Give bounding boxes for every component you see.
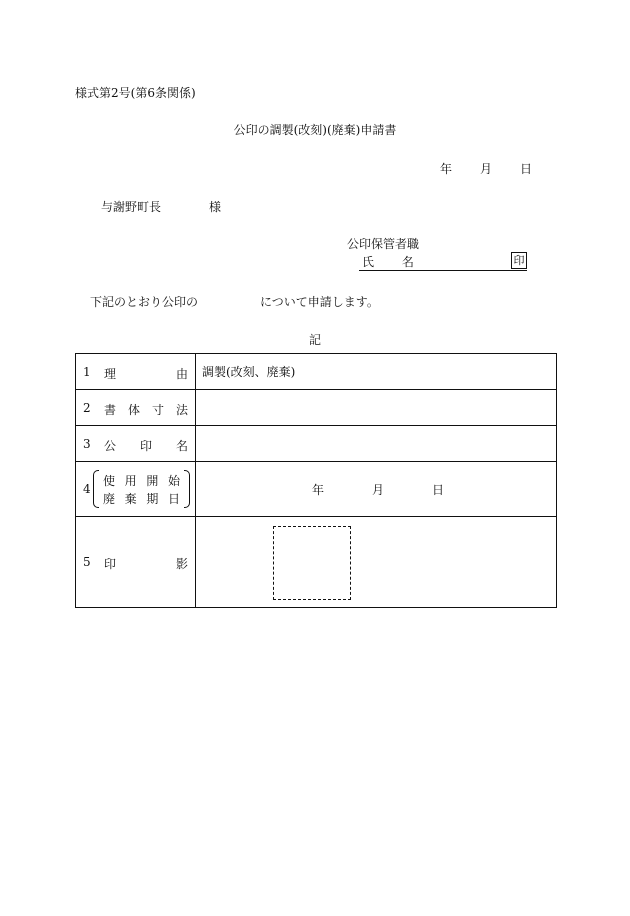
addressee-suffix: 様 xyxy=(209,200,222,214)
row-number: 2 xyxy=(83,401,91,415)
reason-label xyxy=(104,365,188,382)
label-char: 公 xyxy=(104,439,117,453)
reason-value-cell[interactable] xyxy=(196,354,557,390)
label-char: 法 xyxy=(175,403,188,417)
name-label: 氏 名 xyxy=(362,255,426,269)
label-char: 印 xyxy=(139,439,152,453)
form-number: 様式第2号(第6条関係) xyxy=(75,86,196,100)
label-char: 寸 xyxy=(151,403,164,417)
seal-name-label-cell xyxy=(76,426,196,462)
statement-after: について申請します。 xyxy=(260,295,379,309)
label-char: 日 xyxy=(167,492,180,506)
reason-label-cell xyxy=(76,354,196,390)
disposal-date-label xyxy=(103,490,180,507)
seal-name-label xyxy=(104,437,188,454)
start-date-label xyxy=(103,472,180,489)
label-char: 体 xyxy=(127,403,140,417)
addressee xyxy=(101,198,221,215)
table-row-dates xyxy=(76,462,557,517)
statement-before: 下記のとおり公印の xyxy=(90,295,199,309)
right-bracket xyxy=(184,470,190,508)
date-year-label: 年 xyxy=(440,162,453,176)
row-number: 5 xyxy=(83,555,91,569)
applicant-role: 公印保管者職 xyxy=(347,237,420,251)
row-number: 4 xyxy=(83,482,91,496)
dates-value-cell[interactable] xyxy=(196,462,557,517)
document-title: 公印の調製(改刻)(廃棄)申請書 xyxy=(233,123,397,137)
reason-value: 調製(改刻、廃棄) xyxy=(202,365,296,379)
row-number: 1 xyxy=(83,365,91,379)
label-char: 廃 xyxy=(103,492,116,506)
label-char: 書 xyxy=(104,403,117,417)
label-char: 期 xyxy=(146,492,159,506)
date-day-label: 日 xyxy=(520,162,533,176)
label-char: 使 xyxy=(103,474,116,488)
seal-impression-box[interactable] xyxy=(273,526,351,600)
label-char: 用 xyxy=(124,474,137,488)
label-char: 名 xyxy=(175,439,188,453)
seal-name-value-cell[interactable] xyxy=(196,426,557,462)
table-row-seal-name xyxy=(76,426,557,462)
reason-label-char: 由 xyxy=(175,367,188,381)
application-date xyxy=(440,160,532,177)
application-table xyxy=(75,353,557,608)
dates-label-cell xyxy=(76,462,196,517)
statement xyxy=(90,293,379,310)
applicant-name-field[interactable] xyxy=(359,253,527,271)
typeface-value-cell[interactable] xyxy=(196,390,557,426)
reason-label-char: 理 xyxy=(104,367,117,381)
seal-impression-label-cell xyxy=(76,517,196,608)
label-char: 棄 xyxy=(124,492,137,506)
addressee-name: 与謝野町長 xyxy=(101,200,162,214)
seal-mark: 印 xyxy=(511,252,527,269)
row4-year-label: 年 xyxy=(312,483,325,497)
typeface-label-cell xyxy=(76,390,196,426)
row4-day-label: 日 xyxy=(432,483,445,497)
label-char: 開 xyxy=(146,474,159,488)
dates-bracket xyxy=(93,470,190,508)
left-bracket xyxy=(93,470,99,508)
seal-impression-cell xyxy=(196,517,557,608)
row-number: 3 xyxy=(83,437,91,451)
label-char: 影 xyxy=(175,557,188,571)
label-char: 印 xyxy=(104,557,117,571)
typeface-label xyxy=(104,401,188,418)
table-row-reason xyxy=(76,354,557,390)
date-month-label: 月 xyxy=(480,162,493,176)
row4-month-label: 月 xyxy=(372,483,385,497)
table-row-seal-impression xyxy=(76,517,557,608)
label-char: 始 xyxy=(167,474,180,488)
table-row-typeface xyxy=(76,390,557,426)
seal-impression-label xyxy=(104,555,188,572)
ki-heading: 記 xyxy=(308,333,321,347)
